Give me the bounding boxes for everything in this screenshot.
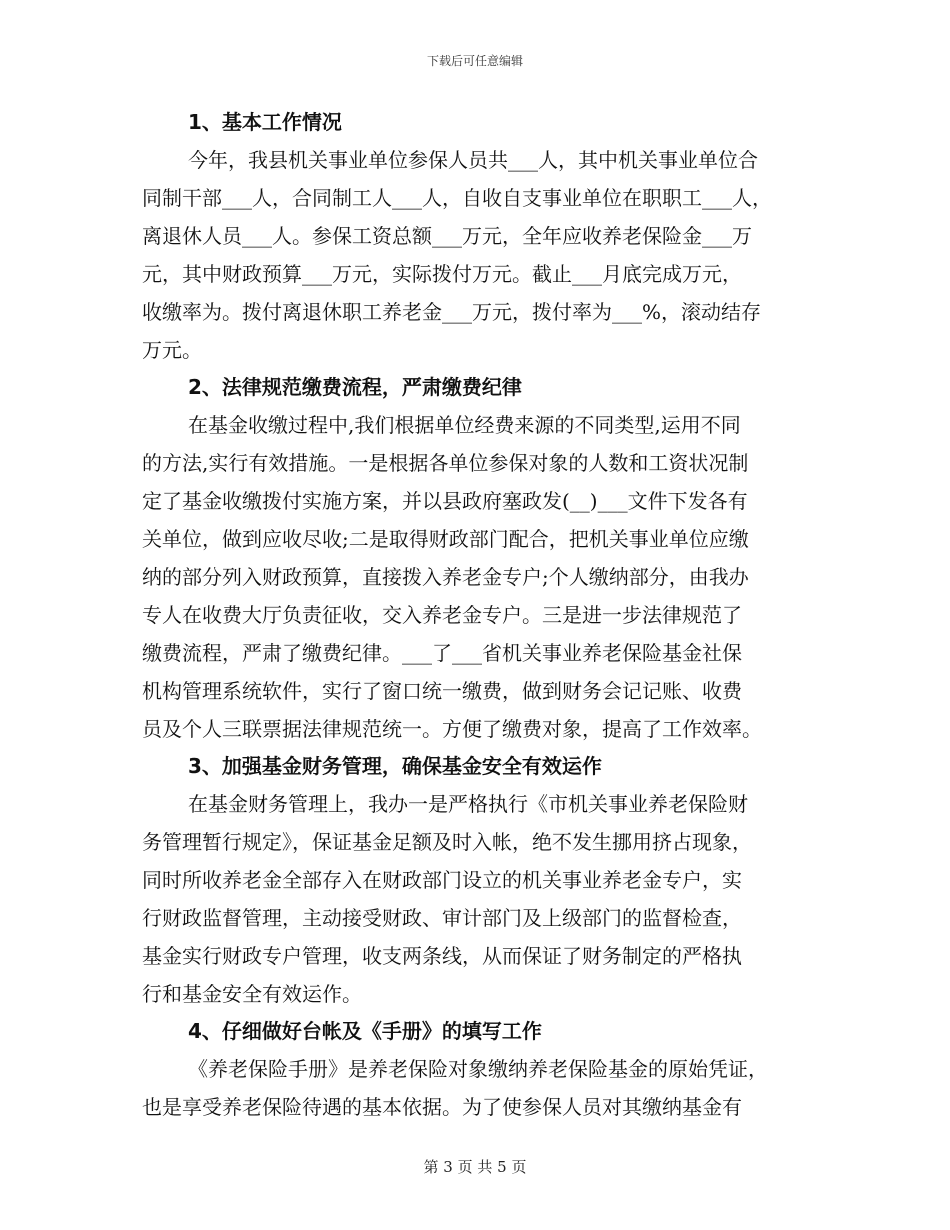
section-heading: 2、法律规范缴费流程，严肃缴费纪律	[188, 375, 522, 399]
paragraph-line: 同时所收养老金全部存入在财政部门设立的机关事业养老金专户，实	[142, 868, 742, 892]
section-payment-process	[142, 369, 810, 748]
paragraph-line: 今年，我县机关事业单位参保人员共___人，其中机关事业单位合	[188, 148, 758, 172]
paragraph-line: 员及个人三联票据法律规范统一。方便了缴费对象，提高了工作效率。	[142, 717, 762, 741]
paragraph-line: 务管理暂行规定》，保证基金足额及时入帐，绝不发生挪用挤占现象，	[142, 830, 752, 854]
paragraph-line: 关单位，做到应收尽收;二是取得财政部门配合，把机关事业单位应缴	[142, 527, 749, 551]
page-number: 第 3 页 共 5 页	[423, 1158, 527, 1176]
paragraph-line: 同制干部___人，合同制工人___人，自收自支事业单位在职职工___人，	[142, 186, 772, 210]
paragraph-line: 收缴率为。拨付离退休职工养老金___万元，拨付率为___%，滚动结存	[142, 300, 762, 324]
paragraph-line: 定了基金收缴拨付实施方案，并以县政府塞政发(__)___文件下发各有	[142, 489, 748, 513]
paragraph-line: 离退休人员___人。参保工资总额___万元，全年应收养老保险金___万	[142, 224, 752, 248]
paragraph-line: 万元。	[142, 338, 202, 362]
paragraph-line: 也是享受养老保险待遇的基本依据。为了使参保人员对其缴纳基金有	[142, 1095, 742, 1119]
paragraph-line: 元，其中财政预算___万元，实际拨付万元。截止___月底完成万元，	[142, 262, 742, 286]
paragraph-line: 行和基金安全有效运作。	[142, 982, 362, 1006]
paragraph-line: 基金实行财政专户管理，收支两条线，从而保证了财务制定的严格执	[142, 944, 742, 968]
paragraph-line: 在基金收缴过程中,我们根据单位经费来源的不同类型,运用不同	[188, 413, 741, 437]
paragraph-line: 在基金财务管理上，我办一是严格执行《市机关事业养老保险财	[188, 792, 748, 816]
document-body	[142, 104, 810, 1126]
paragraph-line: 机构管理系统软件，实行了窗口统一缴费，做到财务会记记账、收费	[142, 679, 742, 703]
section-heading: 3、加强基金财务管理，确保基金安全有效运作	[188, 754, 602, 778]
paragraph-line: 的方法,实行有效措施。一是根据各单位参保对象的人数和工资状况制	[142, 451, 749, 475]
paragraph-line: 纳的部分列入财政预算，直接拨入养老金专户;个人缴纳部分，由我办	[142, 565, 749, 589]
paragraph-line: 专人在收费大厅负责征收，交入养老金专户。三是进一步法律规范了	[142, 603, 742, 627]
page-header: 下载后可任意编辑	[426, 54, 523, 68]
paragraph-line: 《养老保险手册》是养老保险对象缴纳养老保险基金的原始凭证，	[188, 1057, 768, 1081]
paragraph-line: 行财政监督管理，主动接受财政、审计部门及上级部门的监督检查，	[142, 906, 742, 930]
paragraph-line: 缴费流程，严肃了缴费纪律。___了___省机关事业养老保险基金社保	[142, 641, 742, 665]
section-ledger-handbook	[142, 1013, 810, 1126]
section-basic-work	[142, 104, 810, 369]
section-heading: 4、仔细做好台帐及《手册》的填写工作	[188, 1019, 542, 1043]
section-fund-management	[142, 748, 810, 1013]
section-heading: 1、基本工作情况	[188, 110, 342, 134]
